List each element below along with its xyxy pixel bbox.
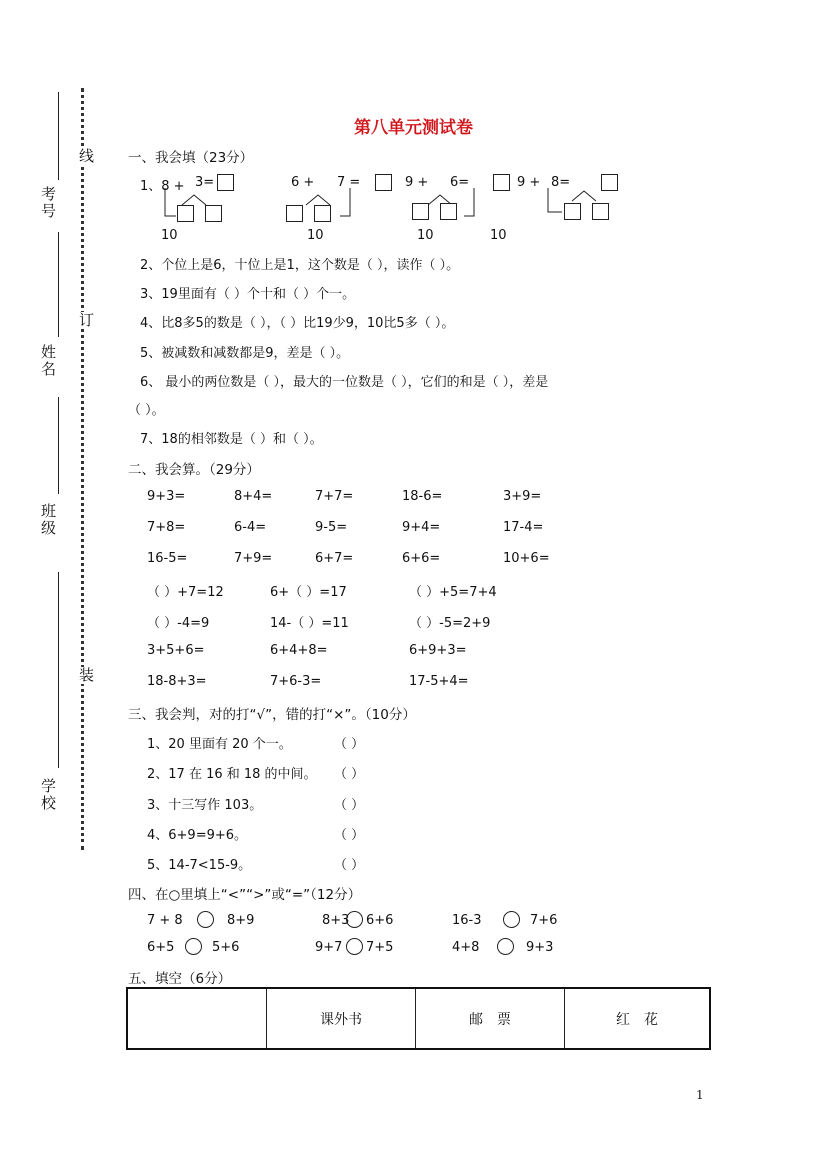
- calc-item: 17-4=: [503, 520, 544, 535]
- diagram3-expr-b: 6=: [450, 175, 470, 190]
- calc-item: 18-6=: [402, 489, 443, 504]
- section2-heading: 二、我会算。（29分）: [128, 462, 260, 478]
- compare-left: 7 + 8: [147, 913, 183, 928]
- diagram3-expr-a: 9 +: [405, 175, 429, 190]
- section5-heading: 五、填空（6分）: [128, 971, 232, 987]
- compare-left: 9+7: [315, 940, 343, 955]
- judge-statement: 5、14-7<15-9。: [147, 858, 252, 873]
- fill-item: 18-8+3=: [147, 674, 207, 689]
- table-header-flowers: 红 花: [565, 988, 711, 1049]
- question-5: 5、被减数和减数都是9，差是（ ）。: [140, 346, 350, 361]
- question-6-cont: （ ）。: [128, 403, 165, 418]
- calc-item: 9-5=: [315, 520, 348, 535]
- diagram1-expr-b: 3=: [195, 175, 215, 190]
- answer-box[interactable]: [493, 174, 510, 191]
- compare-circle[interactable]: [503, 911, 520, 928]
- ten-label: 10: [307, 228, 324, 243]
- compare-left: 4+8: [452, 940, 480, 955]
- split-box[interactable]: [314, 205, 331, 222]
- diagram2-expr-b: 7 =: [337, 175, 361, 190]
- fill-item: （ ）+7=12: [147, 585, 224, 600]
- compare-right: 6+6: [366, 913, 394, 928]
- section4-heading: 四、在○里填上“<”“>”或“=”（12分）: [128, 887, 362, 903]
- judge-statement: 3、十三写作 103。: [147, 798, 263, 813]
- calc-item: 7+7=: [315, 489, 354, 504]
- split-box[interactable]: [412, 203, 429, 220]
- ten-label: 10: [417, 228, 434, 243]
- split-box[interactable]: [177, 205, 194, 222]
- compare-circle[interactable]: [346, 911, 363, 928]
- compare-circle[interactable]: [185, 938, 202, 955]
- question-2: 2、个位上是6，十位上是1，这个数是（ ），读作（ ）。: [140, 258, 460, 273]
- section3-heading: 三、我会判，对的打“√”，错的打“×”。（10分）: [128, 707, 416, 723]
- name-label: 姓名: [40, 343, 56, 378]
- name-line: [58, 232, 59, 337]
- school-label: 学校: [40, 777, 56, 812]
- compare-circle[interactable]: [346, 938, 363, 955]
- compare-right: 9+3: [526, 940, 554, 955]
- section1-heading: 一、我会填（23分）: [128, 150, 254, 166]
- fill-item: 7+6-3=: [270, 674, 322, 689]
- answer-box[interactable]: [375, 174, 392, 191]
- split-box[interactable]: [440, 203, 457, 220]
- judge-answer-paren[interactable]: （ ）: [334, 858, 365, 873]
- calc-item: 6+6=: [402, 551, 441, 566]
- table-header-books: 课外书: [267, 988, 416, 1049]
- judge-answer-paren[interactable]: （ ）: [334, 767, 365, 782]
- compare-right: 7+6: [530, 913, 558, 928]
- school-line: [58, 572, 59, 768]
- compare-right: 5+6: [212, 940, 240, 955]
- judge-statement: 4、6+9=9+6。: [147, 828, 248, 843]
- judge-statement: 1、20 里面有 20 个一。: [147, 737, 292, 752]
- binding-line-label: 线: [78, 147, 94, 165]
- diagram2-expr-a: 6 +: [291, 175, 315, 190]
- binding-zhuang-label: 装: [78, 666, 94, 684]
- split-box[interactable]: [205, 205, 222, 222]
- binding-dotted-line: [81, 88, 84, 850]
- compare-right: 7+5: [366, 940, 394, 955]
- compare-right: 8+9: [227, 913, 255, 928]
- calc-item: 10+6=: [503, 551, 550, 566]
- calc-item: 3+9=: [503, 489, 542, 504]
- fill-item: （ ）-5=2+9: [409, 616, 491, 631]
- calc-item: 7+8=: [147, 520, 186, 535]
- table-header-empty: [127, 988, 267, 1049]
- class-line: [58, 397, 59, 494]
- page-title: 第八单元测试卷: [354, 118, 473, 138]
- exam-no-label: 考 号: [40, 185, 56, 220]
- class-label: 班级: [40, 502, 56, 537]
- binding-ding-label: 订: [78, 311, 94, 329]
- ten-label: 10: [490, 228, 507, 243]
- fill-item: 14-（ ）=11: [270, 616, 349, 631]
- calc-item: 9+3=: [147, 489, 186, 504]
- fill-item: 17-5+4=: [409, 674, 469, 689]
- split-box[interactable]: [286, 205, 303, 222]
- calc-item: 9+4=: [402, 520, 441, 535]
- table-header-stamps: 邮 票: [416, 988, 565, 1049]
- ten-label: 10: [161, 228, 178, 243]
- diagram1-expr-a: 1、8 +: [140, 179, 185, 194]
- calc-item: 6-4=: [234, 520, 267, 535]
- question-3: 3、19里面有（ ）个十和（ ）个一。: [140, 287, 356, 302]
- page-number: 1: [696, 1088, 704, 1102]
- fill-item: 6+9+3=: [409, 643, 467, 658]
- compare-circle[interactable]: [197, 911, 214, 928]
- compare-left: 16-3: [452, 913, 482, 928]
- compare-left: 6+5: [147, 940, 175, 955]
- split-box[interactable]: [564, 203, 581, 220]
- fill-item: 6+4+8=: [270, 643, 328, 658]
- fill-item: 6+（ ）=17: [270, 585, 347, 600]
- fill-item: （ ）-4=9: [147, 616, 210, 631]
- judge-answer-paren[interactable]: （ ）: [334, 828, 365, 843]
- judge-answer-paren[interactable]: （ ）: [334, 737, 365, 752]
- diagram4-expr-b: 8=: [551, 175, 571, 190]
- split-box[interactable]: [592, 203, 609, 220]
- calc-item: 6+7=: [315, 551, 354, 566]
- compare-left: 8+3: [322, 913, 350, 928]
- calc-item: 7+9=: [234, 551, 273, 566]
- fill-item: （ ）+5=7+4: [409, 585, 497, 600]
- question-4: 4、比8多5的数是（ ），（ ）比19少9，10比5多（ ）。: [140, 316, 455, 331]
- fill-item: 3+5+6=: [147, 643, 205, 658]
- question-6: 6、 最小的两位数是（ ），最大的一位数是（ ），它们的和是（ ），差是: [140, 375, 549, 390]
- question-7: 7、18的相邻数是（ ）和（ ）。: [140, 432, 323, 447]
- judge-answer-paren[interactable]: （ ）: [334, 798, 365, 813]
- diagram4-expr-a: 9 +: [517, 175, 541, 190]
- compare-circle[interactable]: [497, 938, 514, 955]
- judge-statement: 2、17 在 16 和 18 的中间。: [147, 767, 317, 782]
- fill-table: [126, 987, 711, 1050]
- calc-item: 16-5=: [147, 551, 188, 566]
- calc-item: 8+4=: [234, 489, 273, 504]
